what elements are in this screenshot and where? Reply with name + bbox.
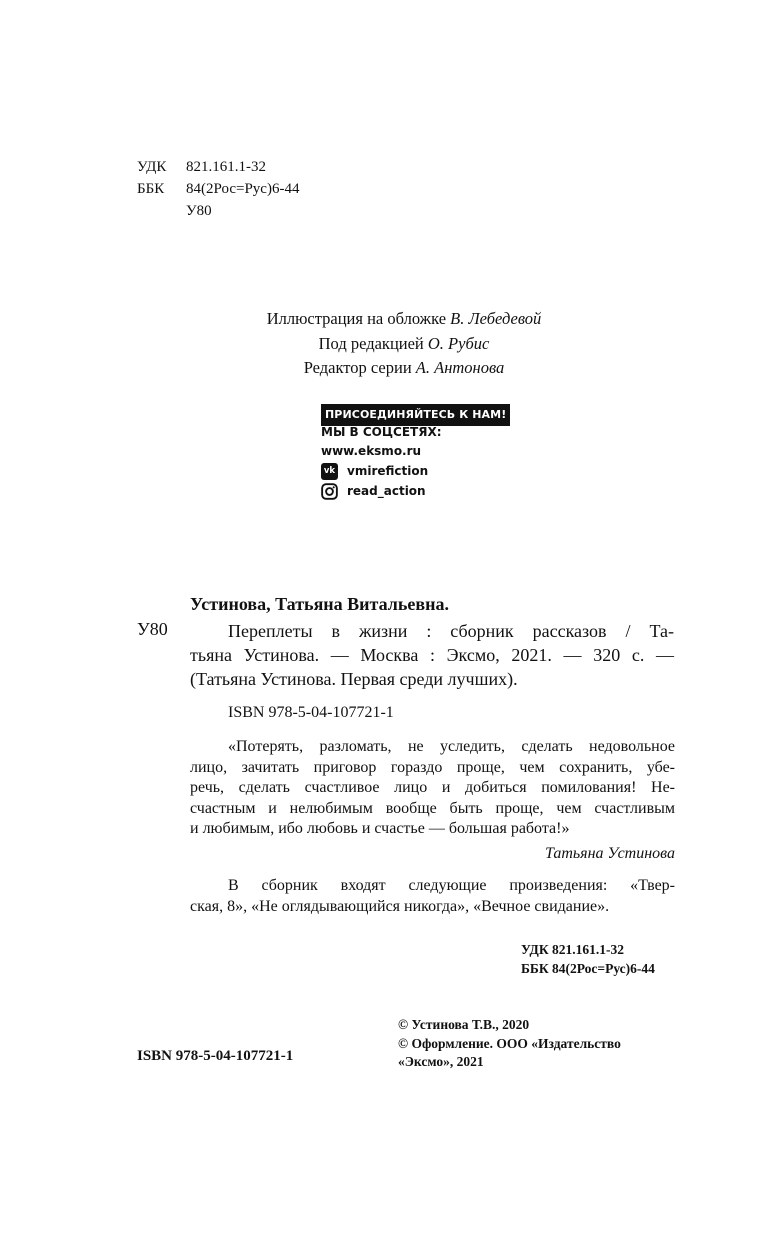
quote-line-4: счастным и нелюбимым вообще быть проще, чем счастливым <box>190 799 675 817</box>
social-heading: МЫ В СОЦСЕТЯХ: <box>321 425 442 439</box>
bottom-bbk: ББК 84(2Рос=Рус)6-44 <box>521 960 655 976</box>
bbk-value: 84(2Рос=Рус)6-44 <box>186 181 300 197</box>
editor-credit <box>0 332 768 357</box>
bibliography-code: У80 <box>137 619 168 639</box>
contents-note <box>190 876 675 917</box>
copyright-line-3: «Эксмо», 2021 <box>398 1054 484 1069</box>
copyright-line-2: © Оформление. ООО «Издательство <box>398 1035 621 1051</box>
description-line-2: тьяна Устинова. — Москва : Эксмо, 2021. — 320 с. — <box>190 645 674 665</box>
bibliographic-description <box>190 619 674 691</box>
udk-value: 821.161.1-32 <box>186 159 266 175</box>
illustration-credit <box>0 307 768 332</box>
series-editor-name: А. Антонова <box>415 358 505 377</box>
editor-name: О. Рубис <box>427 333 490 353</box>
series-editor-prefix: Редактор серии <box>303 358 412 377</box>
bbk-label: ББК <box>137 181 165 197</box>
author-mark-row <box>137 200 299 222</box>
instagram-icon <box>321 483 338 500</box>
classification-codes <box>137 156 299 222</box>
udk-label: УДК <box>137 159 167 175</box>
vk-link[interactable] <box>321 461 510 481</box>
credits <box>0 307 768 381</box>
author-mark: У80 <box>186 203 212 219</box>
bottom-udk: УДК 821.161.1-32 <box>521 942 624 957</box>
contents-line-1: В сборник входят следующие произведения: «Твер- <box>228 877 675 894</box>
quote-line-5: и любимым, ибо любовь и счастье — большая работа!» <box>190 820 570 837</box>
series-editor-credit <box>0 356 768 381</box>
annotation-quote <box>190 737 675 840</box>
vk-handle: vmirefiction <box>347 464 429 478</box>
instagram-handle: read_action <box>347 484 426 498</box>
copyright-line-1: © Устинова Т.В., 2020 <box>398 1017 530 1032</box>
quote-line-2: лицо, зачитать приговор гораздо проще, чем сохранить, убе- <box>190 758 675 776</box>
isbn-entry: ISBN 978-5-04-107721-1 <box>228 704 394 721</box>
illustrator-name: В. Лебедевой <box>450 309 542 328</box>
social-block <box>321 404 510 501</box>
instagram-link[interactable] <box>321 481 510 501</box>
vk-icon: vk <box>321 463 338 480</box>
bottom-classification-codes <box>521 941 655 978</box>
join-us-badge: ПРИСОЕДИНЯЙТЕСЬ К НАМ! <box>321 404 510 426</box>
quote-line-1: «Потерять, разломать, не уследить, сделать недовольное <box>228 738 675 755</box>
description-line-1: Переплеты в жизни : сборник рассказов / Та- <box>228 621 674 641</box>
website-link[interactable]: www.eksmo.ru <box>321 444 422 458</box>
udk-row <box>137 156 299 178</box>
quote-signature: Татьяна Устинова <box>545 845 675 862</box>
illustration-prefix: Иллюстрация на обложке <box>266 309 447 328</box>
quote-line-3: речь, сделать счастливое лицо и добиться помилования! Не- <box>190 779 675 796</box>
bbk-row <box>137 178 299 200</box>
contents-line-2: ская, 8», «Не оглядывающийся никогда», «Вечное свидание». <box>190 897 610 915</box>
description-line-3: (Татьяна Устинова. Первая среди лучших). <box>190 669 518 689</box>
author-heading: Устинова, Татьяна Витальевна. <box>190 594 449 614</box>
footer-isbn: ISBN 978-5-04-107721-1 <box>137 1048 294 1064</box>
copyright-block <box>398 1016 621 1072</box>
editor-prefix: Под редакцией <box>318 333 424 353</box>
